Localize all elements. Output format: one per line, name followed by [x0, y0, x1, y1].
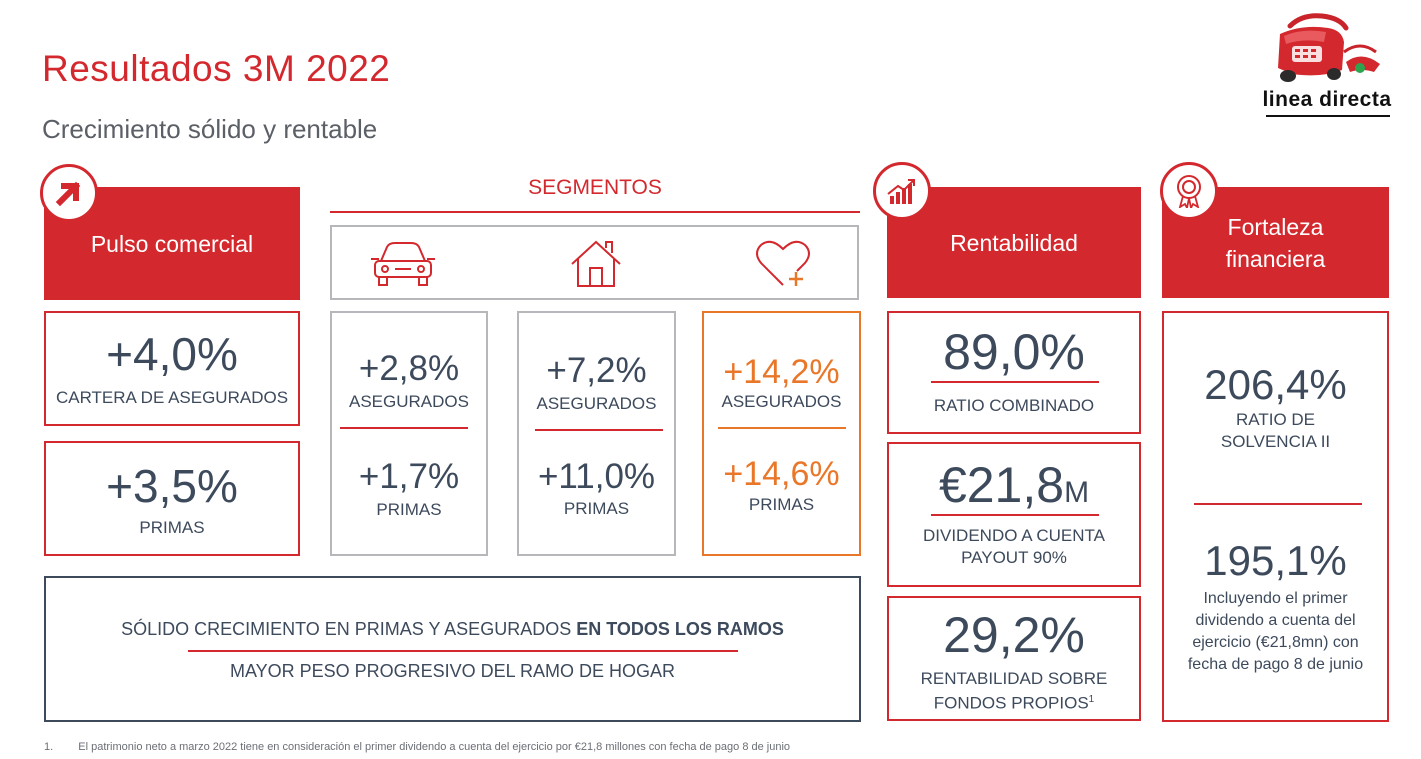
solvencia-label1: RATIO DE — [1235, 410, 1316, 429]
primas-card — [44, 441, 300, 556]
segment-icons-row — [330, 225, 859, 300]
roe-label2-row — [889, 689, 1139, 715]
segment-car-card — [330, 311, 488, 556]
roe-footnote-ref: 1 — [1088, 694, 1095, 705]
dividendo-label1: DIVIDENDO A CUENTA — [923, 526, 1105, 545]
car-divider — [340, 427, 468, 429]
dividendo-value: €21,8 — [938, 457, 1065, 513]
roe-value: 29,2% — [943, 607, 1085, 663]
solvencia-value: 206,4% — [1204, 361, 1347, 408]
house-divider — [535, 429, 663, 431]
logo-underline — [1266, 115, 1390, 117]
dividendo-unit: M — [1064, 476, 1090, 509]
segmentos-divider — [330, 211, 860, 213]
heart-plus-icon — [753, 239, 813, 291]
house-asegurados-value: +7,2% — [546, 351, 647, 390]
page-subtitle: Crecimiento sólido y rentable — [42, 114, 378, 144]
summary-banner — [44, 576, 861, 722]
banner-line1-strong: EN TODOS LOS RAMOS — [576, 619, 784, 639]
incluyendo-text3: ejercicio (€21,8mn) con — [1192, 634, 1359, 651]
logo-text: linea directa — [1262, 88, 1392, 111]
fortaleza-badge — [1160, 162, 1218, 220]
fortaleza-divider — [1194, 503, 1362, 505]
house-primas-value: +11,0% — [537, 457, 656, 496]
solvencia-label2: SOLVENCIA II — [1220, 432, 1331, 451]
ratio-combinado-label: RATIO COMBINADO — [933, 396, 1095, 415]
linea-directa-logo — [1262, 12, 1402, 117]
dividendo-label2: PAYOUT 90% — [961, 548, 1067, 567]
incluyendo-value: 195,1% — [1204, 537, 1347, 584]
footnote-number: 1. — [44, 741, 54, 753]
incluyendo-text1: Incluyendo el primer — [1203, 590, 1348, 607]
dividendo-card — [887, 442, 1141, 587]
fortaleza-title-line1: Fortaleza — [1227, 213, 1324, 240]
red-telephone-icon — [1262, 12, 1392, 88]
fortaleza-card — [1162, 311, 1389, 722]
car-primas-label: PRIMAS — [376, 500, 442, 519]
chart-growth-icon — [886, 176, 918, 206]
fortaleza-title-line2: financiera — [1225, 245, 1326, 272]
ratio-combinado-value: 89,0% — [943, 324, 1085, 380]
health-primas-label: PRIMAS — [748, 495, 815, 514]
banner-line1-text: SÓLIDO CRECIMIENTO EN PRIMAS Y ASEGURADOS — [121, 619, 577, 639]
ratio-combinado-card — [887, 311, 1141, 434]
banner-divider — [188, 650, 738, 652]
car-asegurados-label: ASEGURADOS — [349, 392, 469, 411]
health-divider — [718, 427, 846, 429]
cartera-value: +4,0% — [106, 328, 238, 380]
car-primas-value: +1,7% — [358, 457, 460, 496]
segment-health-card — [702, 311, 861, 556]
roe-label1: RENTABILIDAD SOBRE — [920, 669, 1108, 688]
house-icon — [568, 238, 624, 290]
roe-label2: FONDOS PROPIOS — [933, 693, 1089, 713]
car-icon — [371, 239, 435, 289]
segment-house-card — [517, 311, 676, 556]
pulso-badge — [40, 164, 98, 222]
footnote — [44, 741, 790, 753]
award-rosette-icon — [1174, 174, 1204, 208]
page-title: Resultados 3M 2022 — [42, 48, 391, 89]
primas-value: +3,5% — [106, 460, 238, 512]
house-asegurados-label: ASEGURADOS — [536, 394, 657, 413]
incluyendo-text2: dividendo a cuenta del — [1195, 612, 1356, 629]
house-primas-label: PRIMAS — [563, 499, 630, 518]
banner-line1 — [46, 618, 859, 640]
arrow-up-right-icon — [54, 178, 84, 208]
cartera-card — [44, 311, 300, 426]
cartera-label: CARTERA DE ASEGURADOS — [55, 388, 289, 407]
health-asegurados-label: ASEGURADOS — [721, 392, 842, 411]
dividendo-divider — [931, 514, 1099, 516]
segmentos-title: SEGMENTOS — [528, 176, 662, 199]
rentabilidad-title: Rentabilidad — [950, 229, 1078, 256]
health-primas-value: +14,6% — [723, 455, 840, 493]
fortaleza-title — [1226, 211, 1326, 275]
incluyendo-text4: fecha de pago 8 de junio — [1187, 656, 1364, 673]
car-asegurados-value: +2,8% — [358, 349, 460, 388]
dividendo-value-row — [889, 456, 1139, 514]
primas-label: PRIMAS — [139, 518, 205, 537]
health-asegurados-value: +14,2% — [723, 353, 840, 391]
roe-card — [887, 596, 1141, 721]
pulso-comercial-title: Pulso comercial — [90, 230, 254, 257]
ratio-divider — [931, 381, 1099, 383]
rentabilidad-badge — [873, 162, 931, 220]
footnote-text: El patrimonio neto a marzo 2022 tiene en consideración el primer dividendo a cuenta del ejercicio por €21,8 millones con fecha de pago 8 de junio — [78, 741, 791, 753]
banner-line2: MAYOR PESO PROGRESIVO DEL RAMO DE HOGAR — [229, 661, 676, 681]
